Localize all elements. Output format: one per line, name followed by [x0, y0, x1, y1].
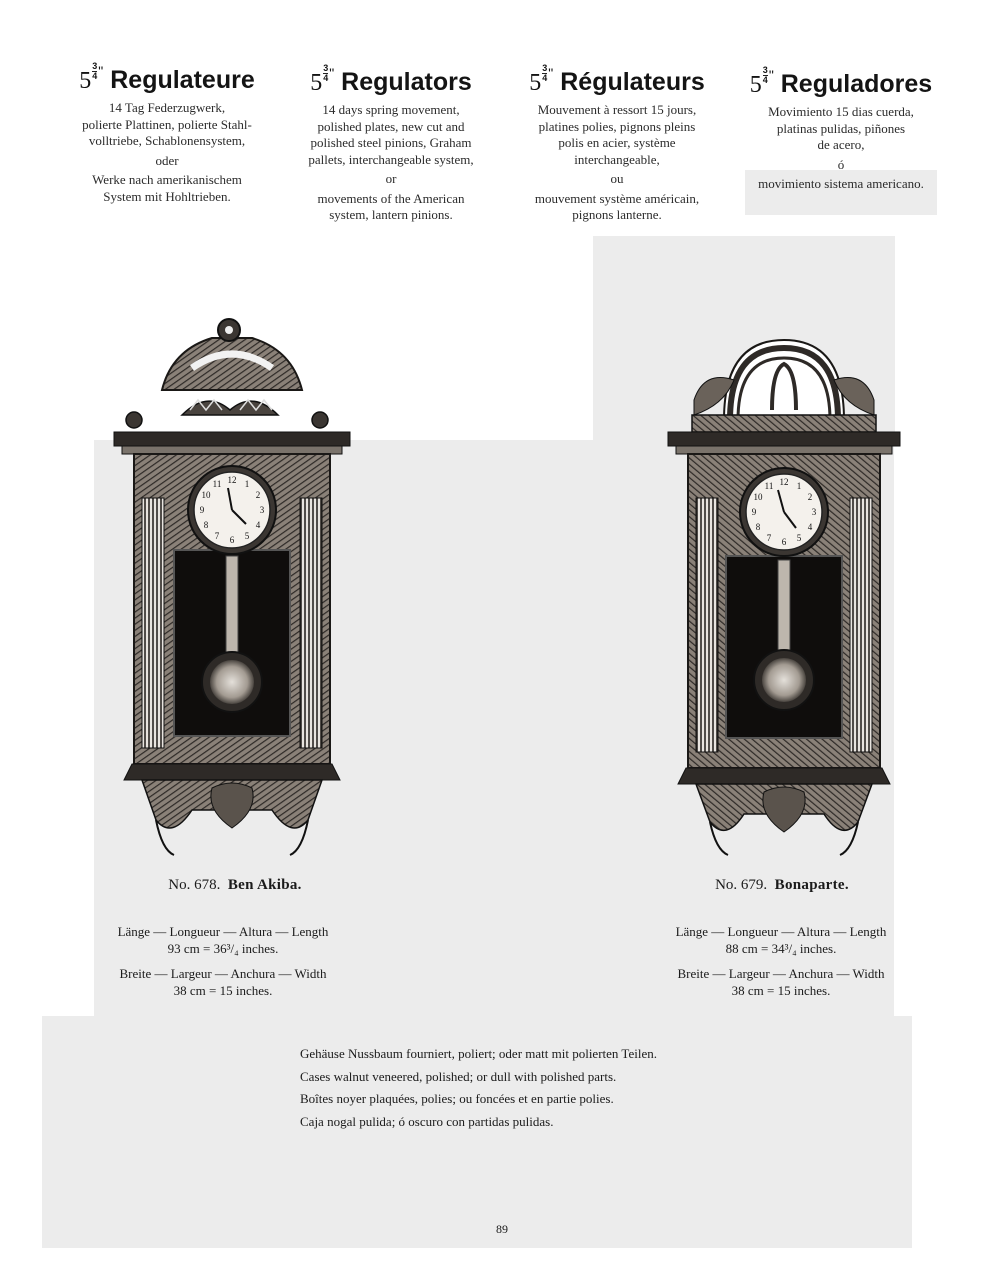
fraction: $\frac{3}{4}$	[92, 61, 98, 81]
column-heading: 5 $\frac{3}{4}$ " Regulateure	[79, 61, 255, 94]
product-number: No. 679.	[715, 877, 768, 893]
column-title: Reguladores	[780, 70, 933, 98]
dial-numeral: 4	[807, 522, 813, 532]
clock-dial	[740, 468, 828, 556]
dial-numeral: 8	[755, 522, 761, 532]
case-description	[300, 1043, 657, 1133]
width-label: Breite — Largeur — Anchura — Width	[677, 966, 885, 981]
dial-numeral: 1	[796, 481, 802, 491]
clock-cornice	[114, 432, 350, 446]
length-value: 88 cm = 34³/₄ inches.	[725, 940, 837, 956]
dial-numeral: 6	[229, 535, 235, 545]
dial-numeral: 7	[766, 533, 772, 543]
dial-numeral: 9	[199, 505, 205, 515]
dial-numeral: 7	[214, 531, 220, 541]
column-french	[514, 54, 720, 224]
clock-column-left	[142, 498, 164, 748]
clock-column-right	[300, 498, 322, 748]
width-label: Breite — Largeur — Anchura — Width	[119, 966, 327, 981]
clock-column-left	[696, 498, 718, 752]
dial-numeral: 4	[255, 520, 261, 530]
dial-numeral: 5	[244, 531, 250, 541]
clock-illustration-bonaparte	[664, 320, 904, 860]
product-dimensions-679	[654, 924, 908, 1008]
dial-numeral: 3	[259, 505, 265, 515]
column-title: Regulateure	[110, 66, 255, 94]
dial-numeral: 12	[779, 477, 789, 487]
case-line-french: Boîtes noyer plaquées, polies; ou foncées et en partie polies.	[300, 1091, 614, 1106]
column-description: 14 Tag Federzugwerk, polierte Plattinen, polierte Stahl- volltriebe, Schablonensystem, oder Werke nach amerikanischem System mit Hohltrieben.	[82, 100, 252, 204]
case-line-spanish: Caja nogal pulida; ó oscuro con partidas pulidas.	[300, 1113, 554, 1129]
column-spanish	[736, 56, 946, 193]
dial-numeral: 2	[255, 490, 261, 500]
column-description: Movimiento 15 dias cuerda, platinas pulidas, piñones de acero, ó movimiento sistema americano.	[758, 104, 924, 191]
clock-crest	[692, 340, 876, 432]
clock-column-right	[850, 498, 872, 752]
dial-numeral: 8	[203, 520, 209, 530]
length-label: Länge — Longueur — Altura — Length	[675, 924, 887, 939]
column-german	[58, 52, 276, 205]
clock-crest	[126, 319, 328, 428]
dial-numeral: 12	[227, 475, 237, 485]
clock-cornice	[668, 432, 900, 446]
length-value: 93 cm = 36³/₄ inches.	[167, 940, 279, 956]
dial-numeral: 6	[781, 537, 787, 547]
clock-base	[124, 764, 340, 855]
product-caption-679	[672, 877, 892, 894]
dial-numeral: 3	[811, 507, 817, 517]
product-name: Bonaparte.	[774, 877, 849, 893]
width-value: 38 cm = 15 inches.	[173, 982, 273, 998]
dial-numeral: 2	[807, 492, 813, 502]
dial-numeral: 10	[753, 492, 763, 502]
column-title: Régulateurs	[560, 68, 705, 96]
dial-numeral: 1	[244, 479, 250, 489]
product-caption-678	[120, 877, 350, 894]
case-line-german: Gehäuse Nussbaum fourniert, poliert; oder matt mit polierten Teilen.	[300, 1046, 657, 1061]
length-label: Länge — Longueur — Altura — Length	[117, 924, 329, 939]
fraction: $\frac{3}{4}$	[542, 63, 548, 83]
clock-base	[678, 768, 890, 855]
column-english	[290, 54, 492, 224]
page-number: 89	[496, 1222, 508, 1236]
dial-numeral: 10	[201, 490, 211, 500]
product-name: Ben Akiba.	[227, 877, 302, 893]
column-heading: 5 $\frac{3}{4}$ " Regulators	[310, 63, 472, 96]
dial-numeral: 5	[796, 533, 802, 543]
clock-dial	[188, 466, 276, 554]
fraction: $\frac{3}{4}$	[762, 65, 768, 85]
column-heading: 5 $\frac{3}{4}$ " Régulateurs	[529, 63, 705, 96]
column-description: Mouvement à ressort 15 jours, platines polies, pignons pleins polis en acier, système interchangeable, ou mouvement système américain, pignons lanterne.	[534, 102, 700, 222]
fraction: $\frac{3}{4}$	[323, 63, 329, 83]
dial-numeral: 11	[212, 479, 222, 489]
clock-illustration-ben-akiba	[112, 310, 352, 860]
product-dimensions-678	[96, 924, 350, 1008]
column-heading: 5 $\frac{3}{4}$ " Reguladores	[749, 65, 933, 98]
column-title: Regulators	[341, 68, 472, 96]
dial-numeral: 11	[764, 481, 774, 491]
dial-numeral: 9	[751, 507, 757, 517]
column-description: 14 days spring movement, polished plates, new cut and polished steel pinions, Graham pallets, interchangeable system, or movements of the American system, lantern pinions.	[308, 102, 474, 222]
product-number: No. 678.	[168, 877, 221, 893]
width-value: 38 cm = 15 inches.	[731, 982, 831, 998]
case-line-english: Cases walnut veneered, polished; or dull with polished parts.	[300, 1068, 617, 1084]
